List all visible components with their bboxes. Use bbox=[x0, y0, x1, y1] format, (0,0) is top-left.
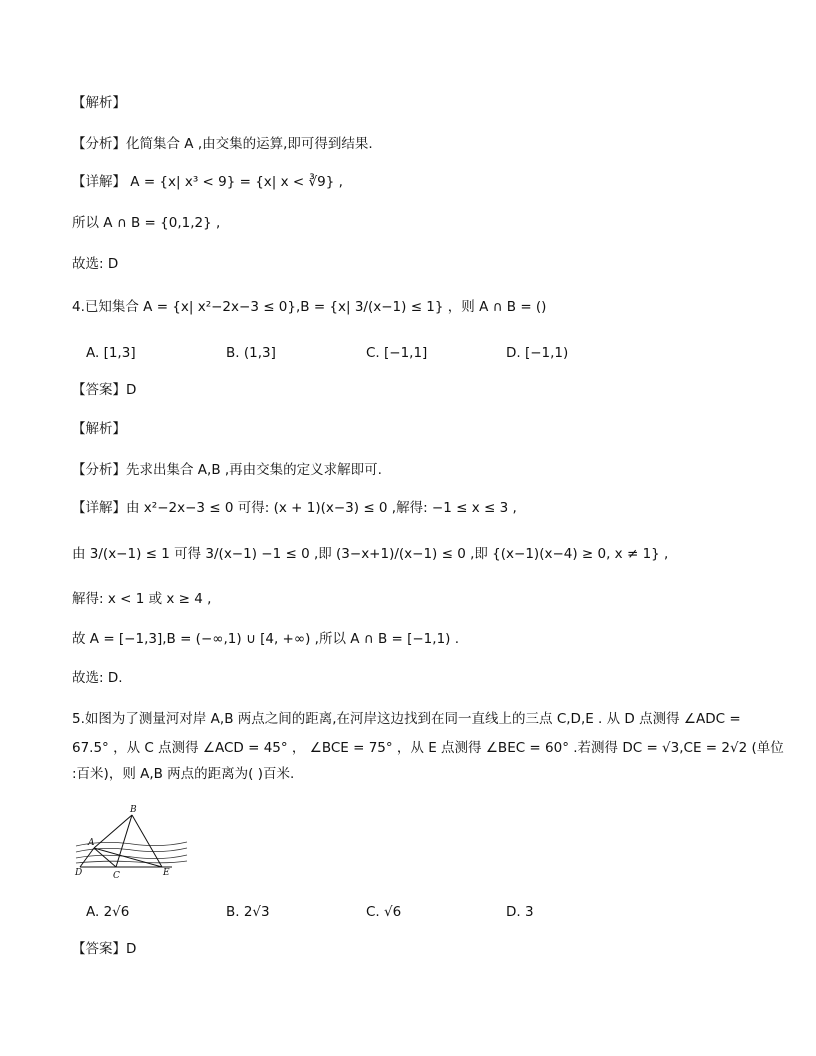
question-4-stem: 4.已知集合 A = {x| x²−2x−3 ≤ 0},B = {x| 3/(x−1) ≤ 1} ，则 A ∩ B = () bbox=[72, 299, 547, 315]
q5-option-b: B. 2√3 bbox=[226, 904, 270, 920]
q4-option-b: B. (1,3] bbox=[226, 345, 276, 361]
final-choice: 故选: D. bbox=[72, 670, 123, 686]
figure-label-d: D bbox=[75, 868, 83, 878]
question-5-stem-line-2: 67.5° ，从 C 点测得 ∠ACD = 45° ， ∠BCE = 75° ，从 E 点测得 ∠BEC = 60° .若测得 DC = √3,CE = 2√2 (单位 bbox=[72, 740, 784, 756]
q5-option-a: A. 2√6 bbox=[86, 904, 130, 920]
figure-label-c: C bbox=[113, 871, 120, 881]
final-choice: 故选: D bbox=[72, 256, 119, 272]
figure-label-e: E bbox=[163, 868, 170, 878]
q4-option-c: C. [−1,1] bbox=[366, 345, 428, 361]
solution-step: 所以 A ∩ B = {0,1,2} , bbox=[72, 215, 221, 231]
question-5-stem-line-3: :百米)，则 A,B 两点的距离为( )百米. bbox=[72, 766, 295, 782]
solution-step: 由 3/(x−1) ≤ 1 可得 3/(x−1) −1 ≤ 0 ,即 (3−x+1)/(x−1) ≤ 0 ,即 {(x−1)(x−4) ≥ 0, x ≠ 1} , bbox=[72, 546, 669, 562]
analysis-summary: 【分析】先求出集合 A,B ,再由交集的定义求解即可. bbox=[72, 462, 382, 478]
answer-label: 【答案】D bbox=[72, 941, 137, 957]
section-heading-analysis: 【解析】 bbox=[72, 95, 126, 111]
river-triangle-figure bbox=[72, 800, 192, 885]
answer-label: 【答案】D bbox=[72, 382, 137, 398]
solution-step: 解得: x < 1 或 x ≥ 4 , bbox=[72, 591, 212, 607]
solution-step: 故 A = [−1,3],B = (−∞,1) ∪ [4, +∞) ,所以 A ∩ B = [−1,1) . bbox=[72, 631, 460, 647]
figure-label-b: B bbox=[130, 805, 137, 815]
q5-option-d: D. 3 bbox=[506, 904, 534, 920]
q4-option-d: D. [−1,1) bbox=[506, 345, 569, 361]
q5-option-c: C. √6 bbox=[366, 904, 402, 920]
detailed-solution: 【详解】由 x²−2x−3 ≤ 0 可得: (x + 1)(x−3) ≤ 0 ,解得: −1 ≤ x ≤ 3 , bbox=[72, 500, 517, 516]
analysis-summary: 【分析】化简集合 A ,由交集的运算,即可得到结果. bbox=[72, 136, 373, 152]
q4-option-a: A. [1,3] bbox=[86, 345, 136, 361]
figure-label-a: A bbox=[88, 838, 95, 848]
question-5-stem-line-1: 5.如图为了测量河对岸 A,B 两点之间的距离,在河岸这边找到在同一直线上的三点 C,D,E . 从 D 点测得 ∠ADC = bbox=[72, 711, 741, 727]
section-heading-analysis: 【解析】 bbox=[72, 421, 126, 437]
detailed-solution: 【详解】 A = {x| x³ < 9} = {x| x < ∛9} , bbox=[72, 174, 343, 190]
